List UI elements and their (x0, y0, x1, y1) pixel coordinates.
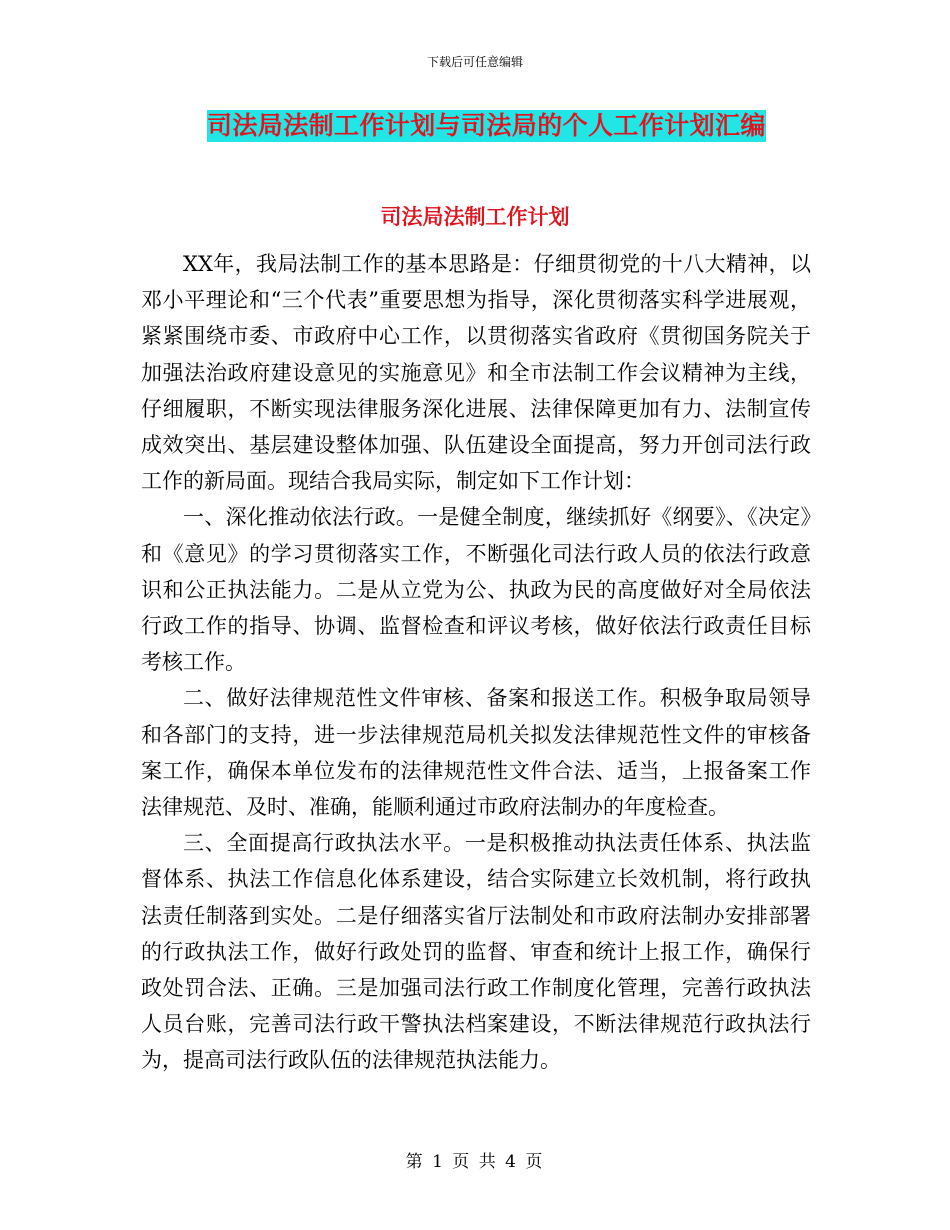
section-title: 司法局法制工作计划 (380, 205, 570, 229)
paragraph-item-3: 三、全面提高行政执法水平。一是积极推动执法责任体系、执法监督体系、执法工作信息化体系建设，结合实际建立长效机制，将行政执法责任制落到实处。二是仔细落实省厅法制处和市政府法制办安排部署的行政执法工作，做好行政处罚的监督、审查和统计上报工作，确保行政处罚合法、正确。三是加强司法行政工作制度化管理，完善行政执法人员台账，完善司法行政干警执法档案建设，不断法律规范行政执法行为，提高司法行政队伍的法律规范执法能力。 (141, 831, 811, 1073)
paragraph-item-2: 二、做好法律规范性文件审核、备案和报送工作。积极争取局领导和各部门的支持，进一步法律规范局机关拟发法律规范性文件的审核备案工作，确保本单位发布的法律规范性文件合法、适当，上报备案工作法律规范、及时、准确，能顺利通过市政府法制办的年度检查。 (141, 686, 811, 820)
page-footer (0, 1150, 950, 1174)
main-title: 司法局法制工作计划与司法局的个人工作计划汇编 (207, 111, 766, 140)
header-note: 下载后可任意编辑 (426, 55, 523, 69)
paragraph-intro: XX年，我局法制工作的基本思路是：仔细贯彻党的十八大精神，以邓小平理论和“三个代表”重要思想为指导，深化贯彻落实科学进展观，紧紧围绕市委、市政府中心工作，以贯彻落实省政府《贯彻国务院关于加强法治政府建设意见的实施意见》和全市法制工作会议精神为主线，仔细履职，不断实现法律服务深化进展、法律保障更加有力、法制宣传成效突出、基层建设整体加强、队伍建设全面提高，努力开创司法行政工作的新局面。现结合我局实际，制定如下工作计划： (141, 252, 811, 494)
footer-prefix: 第 (405, 1152, 425, 1172)
paragraph-item-1: 一、深化推动依法行政。一是健全制度，继续抓好《纲要》、《决定》和《意见》的学习贯彻落实工作，不断强化司法行政人员的依法行政意识和公正执法能力。二是从立党为公、执政为民的高度做好对全局依法行政工作的指导、协调、监督检查和评议考核，做好依法行政责任目标考核工作。 (141, 505, 811, 675)
main-title-container (207, 110, 766, 142)
footer-page-number: 1 (432, 1152, 445, 1172)
footer-total-pages: 4 (505, 1152, 518, 1172)
footer-suffix: 页 (525, 1152, 545, 1172)
footer-middle: 页 共 (452, 1152, 498, 1172)
document-body (141, 246, 811, 1079)
